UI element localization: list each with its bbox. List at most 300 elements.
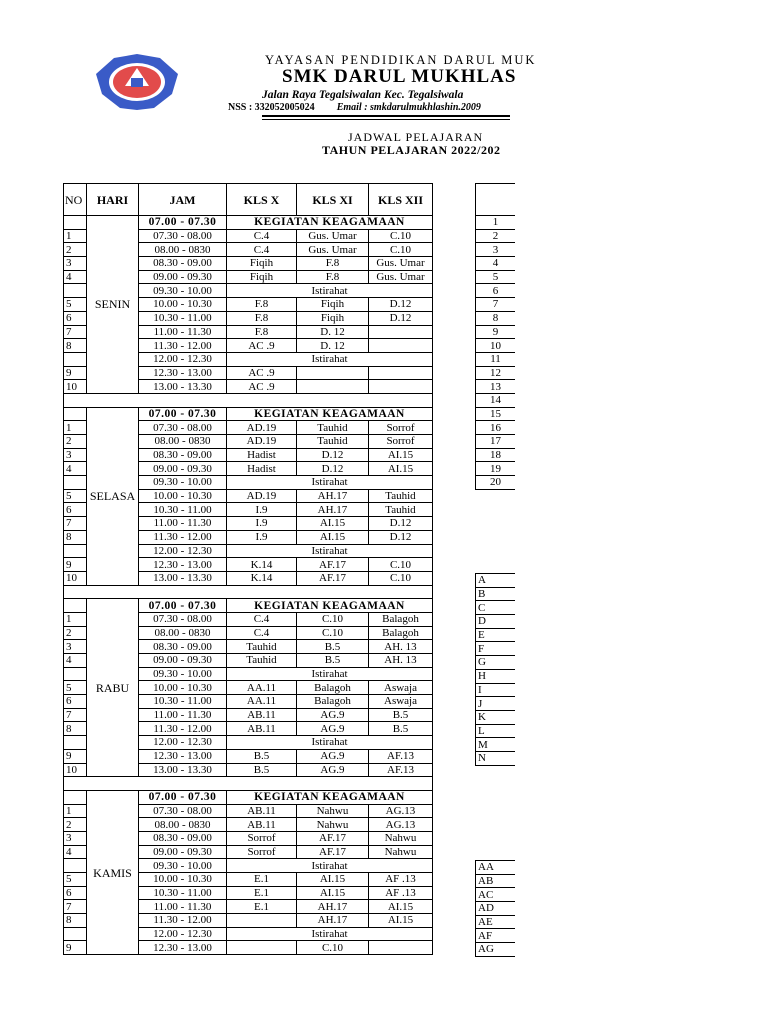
side-cell: B — [476, 587, 516, 601]
row-number: 5 — [64, 873, 87, 887]
kls-x-cell: AD.19 — [227, 421, 297, 435]
spacer-row — [64, 585, 433, 599]
kls-xii-cell — [369, 380, 433, 394]
row-number — [64, 599, 87, 613]
kls-xi-cell: AI.15 — [297, 886, 369, 900]
row-number — [64, 216, 87, 230]
kls-xii-cell: Tauhid — [369, 503, 433, 517]
row-number: 10 — [64, 571, 87, 585]
kls-xii-cell: AF.13 — [369, 749, 433, 763]
row-number: 6 — [64, 695, 87, 709]
break-label: Istirahat — [227, 736, 433, 750]
kls-xi-cell: Fiqih — [297, 298, 369, 312]
row-number: 6 — [64, 311, 87, 325]
kls-x-cell: AA.11 — [227, 695, 297, 709]
side-cell: 4 — [476, 257, 516, 271]
side-cell: C — [476, 601, 516, 615]
kls-xii-cell: Tauhid — [369, 489, 433, 503]
side-cell: A — [476, 574, 516, 588]
side-row — [476, 724, 516, 738]
schedule-table — [63, 183, 433, 955]
time-slot: 08.30 - 09.00 — [139, 448, 227, 462]
kls-x-cell: B.5 — [227, 749, 297, 763]
row-number: 4 — [64, 654, 87, 668]
break-label: Istirahat — [227, 352, 433, 366]
kls-xi-cell: AF.17 — [297, 845, 369, 859]
side-row — [476, 270, 516, 284]
row-number: 8 — [64, 339, 87, 353]
kls-xii-cell — [369, 325, 433, 339]
side-row — [476, 902, 516, 916]
kls-xi-cell: AH.17 — [297, 914, 369, 928]
side-row — [476, 352, 516, 366]
kls-x-cell: C.4 — [227, 626, 297, 640]
time-slot: 08.00 - 0830 — [139, 435, 227, 449]
row-number: 7 — [64, 900, 87, 914]
break-label: Istirahat — [227, 476, 433, 490]
side-cell: 6 — [476, 284, 516, 298]
side-cell: 10 — [476, 339, 516, 353]
kls-xi-cell: C.10 — [297, 941, 369, 955]
kls-x-cell: AC .9 — [227, 380, 297, 394]
time-slot: 09.00 - 09.30 — [139, 270, 227, 284]
kls-x-cell: I.9 — [227, 517, 297, 531]
kls-x-cell — [227, 941, 297, 955]
side-cell: AE — [476, 915, 516, 929]
kls-xii-cell: AI.15 — [369, 914, 433, 928]
side-cell: J — [476, 697, 516, 711]
side-cell: 20 — [476, 476, 516, 490]
side-cell: 14 — [476, 393, 516, 407]
kls-x-cell: I.9 — [227, 503, 297, 517]
side-row — [476, 669, 516, 683]
day-name: KAMIS — [87, 790, 139, 954]
side-row — [476, 615, 516, 629]
time-slot: 11.30 - 12.00 — [139, 339, 227, 353]
time-slot: 09.00 - 09.30 — [139, 462, 227, 476]
side-double-letter-table — [475, 860, 515, 957]
time-slot: 11.00 - 11.30 — [139, 708, 227, 722]
header-hari: HARI — [87, 184, 139, 216]
side-cell: 8 — [476, 311, 516, 325]
time-slot: 09.30 - 10.00 — [139, 859, 227, 873]
row-number — [64, 284, 87, 298]
row-number — [64, 736, 87, 750]
break-label: Istirahat — [227, 544, 433, 558]
opening-row — [64, 407, 433, 421]
kls-xi-cell: AI.15 — [297, 517, 369, 531]
kls-x-cell: AB.11 — [227, 708, 297, 722]
kls-x-cell: E.1 — [227, 900, 297, 914]
time-slot: 10.00 - 10.30 — [139, 681, 227, 695]
document-title: JADWAL PELAJARAN — [348, 130, 484, 144]
time-slot: 12.00 - 12.30 — [139, 544, 227, 558]
row-number — [64, 859, 87, 873]
kls-xii-cell: Nahwu — [369, 845, 433, 859]
side-number-header — [476, 184, 516, 216]
header-no: NO — [64, 184, 87, 216]
kls-xii-cell: Aswaja — [369, 681, 433, 695]
kls-xii-cell: C.10 — [369, 558, 433, 572]
kls-x-cell: C.4 — [227, 229, 297, 243]
row-number: 4 — [64, 270, 87, 284]
kls-x-cell: F.8 — [227, 298, 297, 312]
side-row — [476, 393, 516, 407]
side-cell: 9 — [476, 325, 516, 339]
side-row — [476, 435, 516, 449]
kls-x-cell: Tauhid — [227, 654, 297, 668]
kls-xii-cell: AI.15 — [369, 448, 433, 462]
side-cell: 2 — [476, 229, 516, 243]
side-cell: AD — [476, 902, 516, 916]
kls-xii-cell: AF .13 — [369, 886, 433, 900]
kls-x-cell: C.4 — [227, 612, 297, 626]
kls-xii-cell: Balagoh — [369, 612, 433, 626]
side-cell: 5 — [476, 270, 516, 284]
day-name: SENIN — [87, 216, 139, 394]
row-number: 3 — [64, 831, 87, 845]
time-slot: 08.30 - 09.00 — [139, 257, 227, 271]
break-label: Istirahat — [227, 859, 433, 873]
foundation-name: YAYASAN PENDIDIKAN DARUL MUK — [265, 53, 537, 67]
kls-xi-cell: AI.15 — [297, 873, 369, 887]
kls-xii-cell: AI.15 — [369, 462, 433, 476]
row-number: 5 — [64, 489, 87, 503]
kls-x-cell: Hadist — [227, 462, 297, 476]
time-slot: 10.30 - 11.00 — [139, 503, 227, 517]
row-number: 5 — [64, 681, 87, 695]
kls-xii-cell: AI.15 — [369, 900, 433, 914]
time-slot: 09.30 - 10.00 — [139, 667, 227, 681]
kls-xii-cell: Sorrof — [369, 421, 433, 435]
kls-xi-cell: C.10 — [297, 626, 369, 640]
header-jam: JAM — [139, 184, 227, 216]
side-letter-table — [475, 573, 515, 766]
side-row — [476, 587, 516, 601]
side-cell: F — [476, 642, 516, 656]
side-cell: 17 — [476, 435, 516, 449]
kls-xii-cell: AH. 13 — [369, 640, 433, 654]
kls-x-cell: F.8 — [227, 325, 297, 339]
kls-x-cell: AC .9 — [227, 339, 297, 353]
side-row — [476, 628, 516, 642]
kls-xii-cell: B.5 — [369, 722, 433, 736]
row-number: 9 — [64, 558, 87, 572]
kls-xii-cell: AG.13 — [369, 804, 433, 818]
side-row — [476, 339, 516, 353]
side-row — [476, 861, 516, 875]
side-row — [476, 476, 516, 490]
side-cell: G — [476, 656, 516, 670]
opening-row — [64, 599, 433, 613]
row-number: 9 — [64, 366, 87, 380]
kls-xii-cell: Balagoh — [369, 626, 433, 640]
opening-time: 07.00 - 07.30 — [139, 790, 227, 804]
side-cell: 7 — [476, 298, 516, 312]
kls-xi-cell: AF.17 — [297, 558, 369, 572]
opening-time: 07.00 - 07.30 — [139, 216, 227, 230]
time-slot: 13.00 - 13.30 — [139, 571, 227, 585]
school-email: Email : smkdarulmukhlashin.2009 — [336, 102, 481, 113]
academic-year: TAHUN PELAJARAN 2022/202 — [322, 143, 501, 157]
kls-xi-cell: AH.17 — [297, 503, 369, 517]
kls-x-cell: K.14 — [227, 558, 297, 572]
kls-xi-cell: D.12 — [297, 448, 369, 462]
kls-x-cell: AB.11 — [227, 818, 297, 832]
side-row — [476, 574, 516, 588]
time-slot: 10.00 - 10.30 — [139, 298, 227, 312]
time-slot: 09.00 - 09.30 — [139, 845, 227, 859]
time-slot: 11.00 - 11.30 — [139, 517, 227, 531]
kls-xi-cell: Tauhid — [297, 435, 369, 449]
kls-xii-cell: D.12 — [369, 517, 433, 531]
header-divider — [262, 115, 510, 117]
kls-xii-cell: Sorrof — [369, 435, 433, 449]
side-row — [476, 915, 516, 929]
side-row — [476, 929, 516, 943]
side-cell: AA — [476, 861, 516, 875]
kls-x-cell: C.4 — [227, 243, 297, 257]
kls-xi-cell: Tauhid — [297, 421, 369, 435]
kls-x-cell: K.14 — [227, 571, 297, 585]
row-number: 4 — [64, 462, 87, 476]
side-cell: 15 — [476, 407, 516, 421]
kls-xi-cell: Balagoh — [297, 695, 369, 709]
kls-xii-cell: B.5 — [369, 708, 433, 722]
row-number: 10 — [64, 763, 87, 777]
kls-xi-cell: AF.17 — [297, 571, 369, 585]
row-number: 1 — [64, 421, 87, 435]
side-row — [476, 943, 516, 957]
kls-xii-cell — [369, 339, 433, 353]
contact-line — [228, 102, 481, 113]
row-number: 1 — [64, 804, 87, 818]
row-number: 6 — [64, 886, 87, 900]
time-slot: 11.30 - 12.00 — [139, 530, 227, 544]
kls-xii-cell: Gus. Umar — [369, 270, 433, 284]
time-slot: 11.00 - 11.30 — [139, 900, 227, 914]
time-slot: 12.30 - 13.00 — [139, 941, 227, 955]
side-row — [476, 751, 516, 765]
row-number: 6 — [64, 503, 87, 517]
side-row — [476, 683, 516, 697]
side-cell: AC — [476, 888, 516, 902]
time-slot: 09.00 - 09.30 — [139, 654, 227, 668]
header-kls-x: KLS X — [227, 184, 297, 216]
header-kls-xi: KLS XI — [297, 184, 369, 216]
kls-xii-cell — [369, 366, 433, 380]
row-number: 9 — [64, 749, 87, 763]
row-number: 1 — [64, 229, 87, 243]
kls-x-cell: Tauhid — [227, 640, 297, 654]
row-number: 1 — [64, 612, 87, 626]
side-row — [476, 448, 516, 462]
side-row — [476, 738, 516, 752]
time-slot: 10.30 - 11.00 — [139, 886, 227, 900]
kls-xi-cell: Gus. Umar — [297, 229, 369, 243]
side-cell: M — [476, 738, 516, 752]
kls-xi-cell: D.12 — [297, 462, 369, 476]
side-row — [476, 462, 516, 476]
spacer-cell — [64, 777, 433, 791]
header-divider-thin — [262, 119, 510, 120]
opening-activity: KEGIATAN KEAGAMAAN — [227, 599, 433, 613]
side-row — [476, 656, 516, 670]
kls-x-cell: F.8 — [227, 311, 297, 325]
side-row — [476, 216, 516, 230]
time-slot: 08.00 - 0830 — [139, 818, 227, 832]
kls-x-cell: AD.19 — [227, 435, 297, 449]
row-number: 7 — [64, 325, 87, 339]
kls-xii-cell: C.10 — [369, 243, 433, 257]
side-cell: K — [476, 710, 516, 724]
time-slot: 08.30 - 09.00 — [139, 640, 227, 654]
day-name: SELASA — [87, 407, 139, 585]
side-row — [476, 710, 516, 724]
row-number: 7 — [64, 517, 87, 531]
time-slot: 09.30 - 10.00 — [139, 476, 227, 490]
opening-activity: KEGIATAN KEAGAMAAN — [227, 790, 433, 804]
side-cell: AG — [476, 943, 516, 957]
kls-xii-cell: Nahwu — [369, 831, 433, 845]
row-number: 5 — [64, 298, 87, 312]
side-cell: D — [476, 615, 516, 629]
school-name: SMK DARUL MUKHLAS — [282, 66, 517, 87]
side-cell: AB — [476, 874, 516, 888]
side-row — [476, 642, 516, 656]
time-slot: 10.00 - 10.30 — [139, 489, 227, 503]
side-row — [476, 243, 516, 257]
time-slot: 07.30 - 08.00 — [139, 804, 227, 818]
kls-xi-cell — [297, 380, 369, 394]
row-number — [64, 927, 87, 941]
side-cell: L — [476, 724, 516, 738]
kls-xii-cell: Gus. Umar — [369, 257, 433, 271]
side-cell: N — [476, 751, 516, 765]
kls-xii-cell: AF.13 — [369, 763, 433, 777]
row-number: 3 — [64, 640, 87, 654]
school-address: Jalan Raya Tegalsiwalan Kec. Tegalsiwala — [262, 89, 464, 101]
spacer-row — [64, 393, 433, 407]
kls-xi-cell: AI.15 — [297, 530, 369, 544]
row-number: 2 — [64, 243, 87, 257]
kls-xi-cell: AH.17 — [297, 900, 369, 914]
kls-x-cell — [227, 914, 297, 928]
side-row — [476, 421, 516, 435]
row-number — [64, 407, 87, 421]
kls-xii-cell: D.12 — [369, 311, 433, 325]
time-slot: 12.00 - 12.30 — [139, 736, 227, 750]
side-number-table — [475, 183, 515, 490]
row-number — [64, 352, 87, 366]
row-number: 10 — [64, 380, 87, 394]
kls-xi-cell: F.8 — [297, 257, 369, 271]
kls-xi-cell: AH.17 — [297, 489, 369, 503]
opening-row — [64, 216, 433, 230]
kls-xi-cell: F.8 — [297, 270, 369, 284]
side-cell: AF — [476, 929, 516, 943]
side-row — [476, 311, 516, 325]
opening-activity: KEGIATAN KEAGAMAAN — [227, 216, 433, 230]
kls-xi-cell: AG.9 — [297, 722, 369, 736]
row-number: 3 — [64, 448, 87, 462]
row-number: 7 — [64, 708, 87, 722]
kls-xi-cell: Balagoh — [297, 681, 369, 695]
side-row — [476, 697, 516, 711]
side-row — [476, 407, 516, 421]
time-slot: 12.30 - 13.00 — [139, 749, 227, 763]
kls-xii-cell — [369, 941, 433, 955]
kls-xi-cell: AG.9 — [297, 708, 369, 722]
side-row — [476, 601, 516, 615]
schedule-header-row — [64, 184, 433, 216]
kls-xii-cell: AF .13 — [369, 873, 433, 887]
kls-x-cell: I.9 — [227, 530, 297, 544]
kls-xi-cell: D. 12 — [297, 325, 369, 339]
row-number — [64, 790, 87, 804]
opening-activity: KEGIATAN KEAGAMAAN — [227, 407, 433, 421]
kls-xii-cell: AG.13 — [369, 818, 433, 832]
time-slot: 07.30 - 08.00 — [139, 612, 227, 626]
kls-x-cell: AB.11 — [227, 804, 297, 818]
kls-xi-cell: D. 12 — [297, 339, 369, 353]
opening-time: 07.00 - 07.30 — [139, 599, 227, 613]
side-row — [476, 325, 516, 339]
kls-xii-cell: Aswaja — [369, 695, 433, 709]
kls-xi-cell: Fiqih — [297, 311, 369, 325]
side-cell: 16 — [476, 421, 516, 435]
kls-xi-cell: Gus. Umar — [297, 243, 369, 257]
side-cell: E — [476, 628, 516, 642]
opening-time: 07.00 - 07.30 — [139, 407, 227, 421]
kls-x-cell: AB.11 — [227, 722, 297, 736]
kls-xii-cell: C.10 — [369, 229, 433, 243]
side-row — [476, 888, 516, 902]
side-cell: 3 — [476, 243, 516, 257]
time-slot: 10.00 - 10.30 — [139, 873, 227, 887]
day-name: RABU — [87, 599, 139, 777]
break-label: Istirahat — [227, 927, 433, 941]
school-logo — [92, 52, 182, 112]
kls-xii-cell: C.10 — [369, 571, 433, 585]
kls-x-cell: Sorrof — [227, 831, 297, 845]
kls-xi-cell: AG.9 — [297, 763, 369, 777]
kls-xi-cell: B.5 — [297, 640, 369, 654]
kls-xi-cell: C.10 — [297, 612, 369, 626]
spacer-cell — [64, 585, 433, 599]
side-row — [476, 284, 516, 298]
kls-x-cell: Fiqih — [227, 270, 297, 284]
time-slot: 07.30 - 08.00 — [139, 229, 227, 243]
kls-x-cell: Hadist — [227, 448, 297, 462]
kls-x-cell: E.1 — [227, 873, 297, 887]
time-slot: 07.30 - 08.00 — [139, 421, 227, 435]
kls-x-cell: AA.11 — [227, 681, 297, 695]
time-slot: 12.00 - 12.30 — [139, 927, 227, 941]
side-row — [476, 229, 516, 243]
row-number: 2 — [64, 818, 87, 832]
time-slot: 08.30 - 09.00 — [139, 831, 227, 845]
break-label: Istirahat — [227, 667, 433, 681]
row-number: 8 — [64, 530, 87, 544]
kls-xi-cell: Nahwu — [297, 804, 369, 818]
row-number: 2 — [64, 435, 87, 449]
time-slot: 10.30 - 11.00 — [139, 695, 227, 709]
row-number — [64, 476, 87, 490]
time-slot: 12.30 - 13.00 — [139, 366, 227, 380]
kls-xi-cell: Nahwu — [297, 818, 369, 832]
time-slot: 10.30 - 11.00 — [139, 311, 227, 325]
